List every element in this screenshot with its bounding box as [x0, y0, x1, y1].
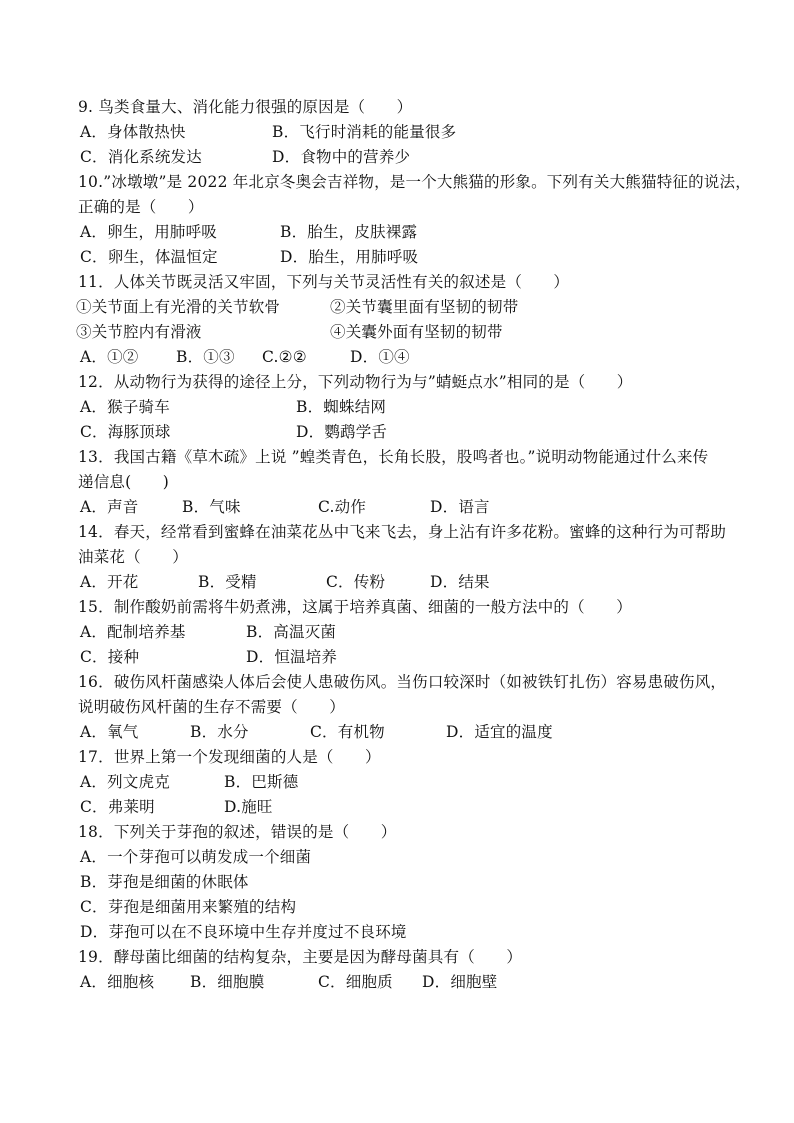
- option: D.施旺: [224, 798, 273, 816]
- option: C.②②: [262, 348, 307, 366]
- option: ①关节面上有光滑的关节软骨: [76, 298, 281, 316]
- option-row: [78, 120, 738, 145]
- option: D．恒温培养: [246, 648, 338, 666]
- option: B．受精: [198, 573, 257, 591]
- option: C．弗莱明: [80, 798, 155, 816]
- option-row: [78, 870, 738, 895]
- option-row: [78, 495, 738, 520]
- option: B．芽孢是细菌的休眠体: [80, 873, 249, 891]
- option-row: [78, 395, 738, 420]
- option: D．语言: [430, 498, 490, 516]
- option: A．①②: [80, 348, 139, 366]
- option-row: [78, 895, 738, 920]
- question-stem: 15．制作酸奶前需将牛奶煮沸，这属于培养真菌、细菌的一般方法中的（ ）: [78, 598, 632, 616]
- question-stem: 11．人体关节既灵活又牢固，下列与关节灵活性有关的叙述是（ ）: [78, 273, 570, 291]
- option: D．芽孢可以在不良环境中生存并度过不良环境: [80, 923, 407, 941]
- option: D．①④: [350, 348, 410, 366]
- option-row: [78, 320, 738, 345]
- option-row: [78, 145, 738, 170]
- option: A．细胞核: [80, 973, 155, 991]
- question-stem: 17．世界上第一个发现细菌的人是（ ）: [78, 748, 381, 766]
- option: B．气味: [182, 498, 241, 516]
- option: C．海豚顶球: [80, 423, 171, 441]
- option: A．配制培养基: [80, 623, 186, 641]
- option-row: [78, 220, 738, 245]
- option-row: [78, 845, 738, 870]
- option: A．声音: [80, 498, 139, 516]
- option: B．胎生，皮肤裸露: [280, 223, 418, 241]
- option: B．水分: [190, 723, 249, 741]
- option: A．氧气: [80, 723, 139, 741]
- option: A．卵生，用肺呼吸: [80, 223, 217, 241]
- option: A．开花: [80, 573, 139, 591]
- question-stem: 说明破伤风杆菌的生存不需要（ ）: [78, 698, 345, 716]
- option-row: [78, 570, 738, 595]
- option: A．列文虎克: [80, 773, 170, 791]
- option: B．飞行时消耗的能量很多: [272, 123, 457, 141]
- option: B．蜘蛛结网: [296, 398, 387, 416]
- question-stem: 9. 鸟类食量大、消化能力很强的原因是（ ）: [78, 98, 413, 116]
- question-list: [76, 95, 751, 995]
- option: B．①③: [176, 348, 235, 366]
- option: D．细胞壁: [422, 973, 498, 991]
- option-row: [78, 245, 738, 270]
- option: ③关节腔内有滑液: [76, 323, 202, 341]
- option: B．巴斯德: [224, 773, 299, 791]
- option: B．高温灭菌: [246, 623, 337, 641]
- option: C．卵生，体温恒定: [80, 248, 218, 266]
- option-row: [78, 345, 738, 370]
- question-stem: 14．春天，经常看到蜜蜂在油菜花丛中飞来飞去，身上沾有许多花粉。蜜蜂的这种行为可帮助: [78, 523, 727, 541]
- option-row: [78, 295, 738, 320]
- question-stem: 10.”冰墩墩”是 2022 年北京冬奥会吉祥物，是一个大熊猫的形象。下列有关大熊猫特征的说法，: [78, 173, 751, 191]
- option-row: [78, 920, 738, 945]
- question-stem: 19．酵母菌比细菌的结构复杂，主要是因为酵母菌具有（ ）: [78, 948, 523, 966]
- option: C.动作: [318, 498, 367, 516]
- option-row: [78, 970, 738, 995]
- option: B．细胞膜: [190, 973, 265, 991]
- question-stem: 递信息( ): [78, 473, 169, 491]
- option: C．传粉: [326, 573, 386, 591]
- option: D．食物中的营养少: [272, 148, 411, 166]
- option: A．身体散热快: [80, 123, 186, 141]
- option-row: [78, 720, 738, 745]
- option: D．胎生，用肺呼吸: [280, 248, 419, 266]
- option: D．适宜的温度: [446, 723, 553, 741]
- question-stem: 16．破伤风杆菌感染人体后会使人患破伤风。当伤口较深时（如被铁钉扎伤）容易患破伤风，: [78, 673, 727, 691]
- option: C．芽孢是细菌用来繁殖的结构: [80, 898, 297, 916]
- question-stem: 18．下列关于芽孢的叙述，错误的是（ ）: [78, 823, 397, 841]
- option: C．有机物: [310, 723, 385, 741]
- question-stem: 正确的是（ ）: [78, 198, 204, 216]
- option: C．细胞质: [318, 973, 393, 991]
- option-row: [78, 770, 738, 795]
- question-stem: 13．我国古籍《草木疏》上说 ”蝗类青色，长角长股，股鸣者也。”说明动物能通过什么来传: [78, 448, 709, 466]
- option-row: [78, 420, 738, 445]
- option: A．猴子骑车: [80, 398, 170, 416]
- option: ④关囊外面有坚韧的韧带: [330, 323, 503, 341]
- option-row: [78, 620, 738, 645]
- option: D．结果: [430, 573, 490, 591]
- option: D．鹦鹉学舌: [296, 423, 388, 441]
- option-row: [78, 795, 738, 820]
- question-stem: 油菜花（ ）: [78, 548, 188, 566]
- option: C．接种: [80, 648, 140, 666]
- question-stem: 12．从动物行为获得的途径上分，下列动物行为与”蜻蜓点水”相同的是（ ）: [78, 373, 633, 391]
- option: A．一个芽孢可以萌发成一个细菌: [80, 848, 312, 866]
- option: C．消化系统发达: [80, 148, 202, 166]
- option: ②关节囊里面有坚韧的韧带: [330, 298, 519, 316]
- option-row: [78, 645, 738, 670]
